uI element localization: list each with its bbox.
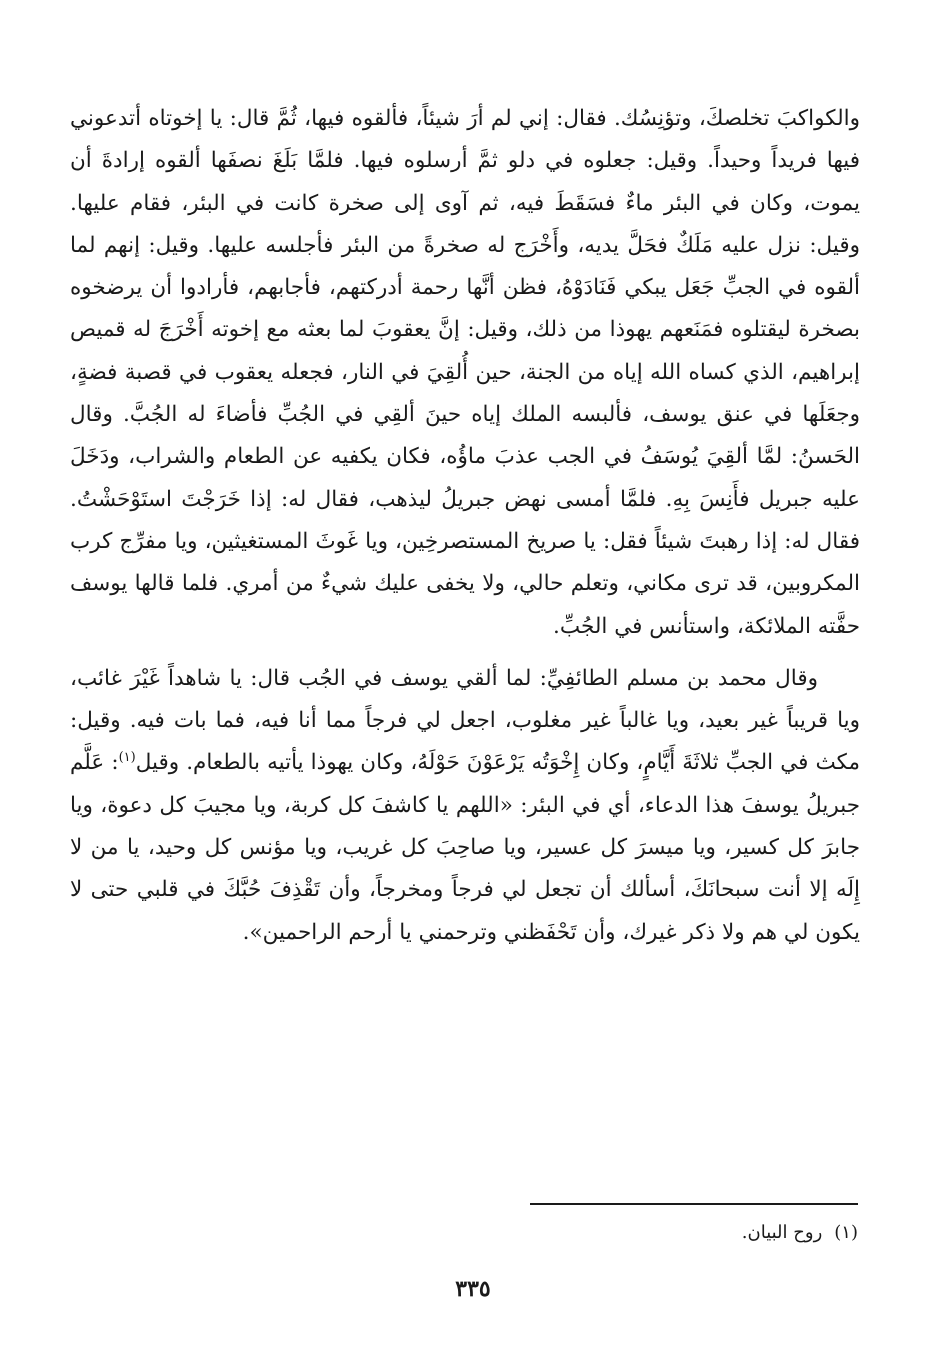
paragraph-2 [70,658,860,954]
footnote [300,1218,858,1248]
footnote-marker: (١) [834,1222,858,1243]
footnote-text: روح البيان. [741,1222,823,1243]
paragraph-2-part-1: وقال محمد بن مسلم الطائفِيِّ: لما ألقي يوسف في الجُب قال: يا شاهداً غَيْرَ غائب، ويا قريباً غير بعيد، ويا غالباً غير مغلوب، اجعل لي فرجاً مما أنا فيه، فما بات فيه. وقيل: مكث في الجبِّ ثلاثَةَ أَيَّامٍ، وكان إِخْوَتُه يَرْعَوْنَ حَوْلَهُ، وكان يهوذا يأتيه بالطعام. وقيل [70,665,860,776]
paragraph-1: والكواكبَ تخلصكَ، وتؤنِسُك. فقال: إني لم أرَ شيئاً، فألقوه فيها، ثُمَّ قال: يا إخوتاه أتدعوني فيها فريداً وحيداً. وقيل: جعلوه في دلو ثمَّ أرسلوه فيها. فلمَّا بَلَغَ نصفَها ألقوه إرادةَ أن يموت، وكان في البئر ماءٌ فسَقَطَ فيه، ثم آوى إلى صخرة كانت في البئر، فقام عليها. وقيل: نزل عليه مَلَكٌ فحَلَّ يديه، وأَخْرَج له صخرةً من البئر فأجلسه عليها. وقيل: إنهم لما ألقوه في الجبِّ جَعَل يبكي فَنَادَوْهُ، فظن أنَّها رحمة أدركتهم، فأجابهم، فأرادوا أن يرضخوه بصخرة ليقتلوه فمَنَعهم يهوذا من ذلك، وقيل: إنَّ يعقوبَ لما بعثه مع إخوته أَخْرَجَ له قميص إبراهيم، الذي كساه الله إياه من الجنة، حين أُلقِيَ في النار، فجعله يعقوب في قصبة فضةٍ، وجعَلَها في عنق يوسف، فألبسه الملك إياه حينَ ألقِي في الجُبِّ فأضاءَ له الجُبَّ. وقال الحَسنُ: لمَّا ألقِيَ يُوسَفُ في الجب عذبَ ماؤُه، فكان يكفيه عن الطعام والشراب، ودَخَلَ عليه جبريل فأَنِسَ بِهِ. فلمَّا أمسى نهض جبريلُ ليذهب، فقال له: إذا خَرَجْتَ استَوْحَشْتُ. فقال له: إذا رهبتَ شيئاً فقل: يا صريخ المستصرخِين، ويا غَوثَ المستغيثين، ويا مفرِّج كرب المكروبين، قد ترى مكاني، وتعلم حالي، ولا يخفى عليك شيءٌ من أمري. فلما قالها يوسف حفَّته الملائكة، واستأنس في الجُبِّ. [70,106,860,639]
footnote-divider [530,1203,858,1205]
footnote-reference: (١) [118,750,136,766]
main-text [70,98,860,954]
paragraph-2-part-2: : عَلَّم جبريلُ يوسفَ هذا الدعاء، أي في البئر: «اللهم يا كاشفَ كل كربة، ويا مجيبَ كل دعوة، ويا جابرَ كل كسير، ويا ميسرَ كل عسير، ويا صاحِبَ كل غريب، ويا مؤنس كل وحيد، يا من لا إِلَه إلا أنت سبحانَكَ، أسألك أن تجعل لي فرجاً ومخرجاً، وأن تَقْذِفَ حُبَّكَ في قلبي حتى لا يكون لي هم ولا ذكر غيرك، وأن تَحْفَظني وترحمني يا أرحم الراحمين». [70,750,860,945]
page-number: ٣٣٥ [455,1276,491,1302]
